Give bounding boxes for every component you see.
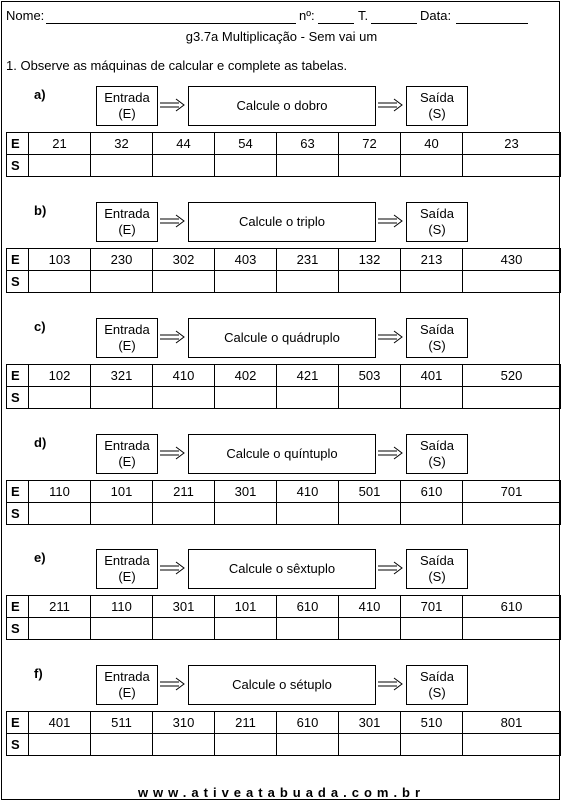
output-row: [7, 618, 561, 640]
input-value-cell: 410: [153, 365, 215, 387]
input-value-cell: 610: [463, 596, 561, 618]
double-arrow-icon: [378, 97, 404, 113]
output-box-label: Saída: [420, 206, 454, 221]
output-box-label: Saída: [420, 90, 454, 105]
input-value-cell: 701: [463, 481, 561, 503]
output-box: [406, 86, 468, 126]
input-value-cell: 610: [277, 712, 339, 734]
input-value-cell: 403: [215, 249, 277, 271]
output-answer-cell[interactable]: [277, 387, 339, 409]
output-answer-cell[interactable]: [91, 155, 153, 177]
machine-section: [2, 318, 561, 436]
input-value-cell: 63: [277, 133, 339, 155]
output-answer-cell[interactable]: [277, 734, 339, 756]
double-arrow-icon: [160, 329, 186, 345]
output-answer-cell[interactable]: [29, 503, 91, 525]
class-blank-line: [371, 23, 417, 24]
output-answer-cell[interactable]: [29, 734, 91, 756]
output-answer-cell[interactable]: [463, 387, 561, 409]
output-answer-cell[interactable]: [91, 271, 153, 293]
input-value-cell: 410: [339, 596, 401, 618]
output-box-symbol: (S): [428, 569, 446, 584]
section-letter: b): [34, 203, 47, 218]
output-answer-cell[interactable]: [29, 155, 91, 177]
input-value-cell: 401: [29, 712, 91, 734]
output-row: [7, 503, 561, 525]
output-answer-cell[interactable]: [339, 271, 401, 293]
output-answer-cell[interactable]: [215, 271, 277, 293]
output-answer-cell[interactable]: [277, 155, 339, 177]
output-box: [406, 318, 468, 358]
input-value-cell: 211: [215, 712, 277, 734]
output-answer-cell[interactable]: [91, 503, 153, 525]
output-box-symbol: (S): [428, 454, 446, 469]
number-label: nº:: [299, 8, 315, 23]
double-arrow-icon: [160, 560, 186, 576]
input-output-table: [6, 595, 561, 640]
input-value-cell: 503: [339, 365, 401, 387]
input-row: [7, 481, 561, 503]
output-answer-cell[interactable]: [463, 271, 561, 293]
instruction-text: 1. Observe as máquinas de calcular e complete as tabelas.: [6, 58, 348, 73]
output-answer-cell[interactable]: [153, 734, 215, 756]
operation-box: Calcule o quíntuplo: [188, 434, 376, 474]
input-value-cell: 21: [29, 133, 91, 155]
input-value-cell: 101: [215, 596, 277, 618]
machine-section: [2, 202, 561, 320]
input-value-cell: 72: [339, 133, 401, 155]
output-answer-cell[interactable]: [463, 734, 561, 756]
input-output-table: [6, 711, 561, 756]
input-output-table: [6, 480, 561, 525]
input-row: [7, 596, 561, 618]
footer-website: www.ativeatabuada.com.br: [137, 785, 426, 800]
double-arrow-icon: [378, 676, 404, 692]
output-answer-cell[interactable]: [339, 503, 401, 525]
output-answer-cell[interactable]: [91, 734, 153, 756]
input-box-symbol: (E): [118, 685, 136, 700]
input-box: [96, 318, 158, 358]
output-box: [406, 549, 468, 589]
output-answer-cell[interactable]: [153, 271, 215, 293]
input-box-label: Entrada: [104, 90, 150, 105]
row-label-s: S: [7, 734, 29, 756]
input-value-cell: 23: [463, 133, 561, 155]
operation-box: Calcule o dobro: [188, 86, 376, 126]
output-row: [7, 387, 561, 409]
input-value-cell: 701: [401, 596, 463, 618]
section-letter: e): [34, 550, 46, 565]
input-value-cell: 231: [277, 249, 339, 271]
output-answer-cell[interactable]: [463, 503, 561, 525]
input-value-cell: 132: [339, 249, 401, 271]
output-box: [406, 434, 468, 474]
input-row: [7, 365, 561, 387]
input-value-cell: 40: [401, 133, 463, 155]
input-value-cell: 401: [401, 365, 463, 387]
double-arrow-icon: [160, 676, 186, 692]
output-answer-cell[interactable]: [339, 618, 401, 640]
output-answer-cell[interactable]: [91, 387, 153, 409]
input-box-symbol: (E): [118, 569, 136, 584]
input-value-cell: 402: [215, 365, 277, 387]
name-blank-line: [46, 23, 296, 24]
section-letter: f): [34, 666, 43, 681]
row-label-e: E: [7, 596, 29, 618]
input-value-cell: 44: [153, 133, 215, 155]
input-value-cell: 610: [401, 481, 463, 503]
output-box-label: Saída: [420, 669, 454, 684]
input-output-table: [6, 248, 561, 293]
double-arrow-icon: [378, 445, 404, 461]
section-letter: c): [34, 319, 46, 334]
output-answer-cell[interactable]: [401, 734, 463, 756]
section-letter: a): [34, 87, 46, 102]
output-answer-cell[interactable]: [463, 618, 561, 640]
row-label-e: E: [7, 712, 29, 734]
output-box-symbol: (S): [428, 106, 446, 121]
output-answer-cell[interactable]: [401, 503, 463, 525]
input-value-cell: 610: [277, 596, 339, 618]
date-blank-line: [456, 23, 528, 24]
input-output-table: [6, 364, 561, 409]
output-row: [7, 155, 561, 177]
input-value-cell: 211: [29, 596, 91, 618]
input-box-symbol: (E): [118, 222, 136, 237]
input-box: [96, 665, 158, 705]
output-row: [7, 734, 561, 756]
input-box-label: Entrada: [104, 438, 150, 453]
row-label-s: S: [7, 503, 29, 525]
operation-box: Calcule o sétuplo: [188, 665, 376, 705]
operation-box: Calcule o sêxtuplo: [188, 549, 376, 589]
output-answer-cell[interactable]: [339, 387, 401, 409]
output-answer-cell[interactable]: [215, 387, 277, 409]
output-answer-cell[interactable]: [215, 503, 277, 525]
operation-box: Calcule o quádruplo: [188, 318, 376, 358]
input-value-cell: 410: [277, 481, 339, 503]
double-arrow-icon: [160, 445, 186, 461]
output-box-label: Saída: [420, 322, 454, 337]
output-answer-cell[interactable]: [401, 271, 463, 293]
input-value-cell: 421: [277, 365, 339, 387]
output-answer-cell[interactable]: [215, 155, 277, 177]
input-box: [96, 202, 158, 242]
output-answer-cell[interactable]: [91, 618, 153, 640]
input-value-cell: 801: [463, 712, 561, 734]
double-arrow-icon: [378, 560, 404, 576]
input-value-cell: 32: [91, 133, 153, 155]
input-value-cell: 501: [339, 481, 401, 503]
input-box-symbol: (E): [118, 338, 136, 353]
input-box-label: Entrada: [104, 206, 150, 221]
output-box-symbol: (S): [428, 338, 446, 353]
input-value-cell: 301: [339, 712, 401, 734]
machine-section: [2, 549, 561, 667]
output-box: [406, 202, 468, 242]
row-label-e: E: [7, 249, 29, 271]
name-label: Nome:: [6, 8, 45, 23]
row-label-s: S: [7, 618, 29, 640]
output-answer-cell[interactable]: [339, 155, 401, 177]
input-row: [7, 133, 561, 155]
output-answer-cell[interactable]: [153, 155, 215, 177]
input-value-cell: 230: [91, 249, 153, 271]
input-output-table: [6, 132, 561, 177]
worksheet-subtitle: g3.7a Multiplicação - Sem vai um: [185, 29, 378, 44]
input-box: [96, 434, 158, 474]
output-box-symbol: (S): [428, 222, 446, 237]
output-answer-cell[interactable]: [153, 387, 215, 409]
output-answer-cell[interactable]: [29, 271, 91, 293]
class-label: T.: [358, 8, 369, 23]
output-answer-cell[interactable]: [215, 734, 277, 756]
output-answer-cell[interactable]: [215, 618, 277, 640]
machine-section: [2, 86, 561, 204]
input-value-cell: 213: [401, 249, 463, 271]
input-value-cell: 520: [463, 365, 561, 387]
input-value-cell: 54: [215, 133, 277, 155]
output-answer-cell[interactable]: [401, 387, 463, 409]
input-value-cell: 302: [153, 249, 215, 271]
output-box-label: Saída: [420, 438, 454, 453]
output-answer-cell[interactable]: [29, 387, 91, 409]
output-answer-cell[interactable]: [401, 618, 463, 640]
input-value-cell: 103: [29, 249, 91, 271]
double-arrow-icon: [160, 213, 186, 229]
input-value-cell: 430: [463, 249, 561, 271]
row-label-e: E: [7, 481, 29, 503]
row-label-e: E: [7, 133, 29, 155]
input-box-label: Entrada: [104, 322, 150, 337]
input-value-cell: 211: [153, 481, 215, 503]
date-label: Data:: [420, 8, 452, 23]
output-answer-cell[interactable]: [277, 618, 339, 640]
output-box: [406, 665, 468, 705]
input-value-cell: 110: [91, 596, 153, 618]
operation-box: Calcule o triplo: [188, 202, 376, 242]
input-value-cell: 102: [29, 365, 91, 387]
input-box: [96, 86, 158, 126]
output-box-symbol: (S): [428, 685, 446, 700]
output-answer-cell[interactable]: [277, 271, 339, 293]
input-value-cell: 310: [153, 712, 215, 734]
input-value-cell: 301: [215, 481, 277, 503]
input-row: [7, 249, 561, 271]
double-arrow-icon: [378, 329, 404, 345]
input-box-symbol: (E): [118, 454, 136, 469]
output-answer-cell[interactable]: [401, 155, 463, 177]
output-box-label: Saída: [420, 553, 454, 568]
machine-section: [2, 665, 561, 783]
output-answer-cell[interactable]: [277, 503, 339, 525]
input-value-cell: 110: [29, 481, 91, 503]
input-box: [96, 549, 158, 589]
input-value-cell: 511: [91, 712, 153, 734]
input-value-cell: 301: [153, 596, 215, 618]
section-letter: d): [34, 435, 47, 450]
input-box-label: Entrada: [104, 669, 150, 684]
output-answer-cell[interactable]: [153, 503, 215, 525]
row-label-s: S: [7, 271, 29, 293]
input-value-cell: 510: [401, 712, 463, 734]
output-row: [7, 271, 561, 293]
output-answer-cell[interactable]: [339, 734, 401, 756]
input-box-symbol: (E): [118, 106, 136, 121]
number-blank-line: [318, 23, 354, 24]
input-box-label: Entrada: [104, 553, 150, 568]
input-row: [7, 712, 561, 734]
worksheet-page: [1, 1, 560, 800]
double-arrow-icon: [378, 213, 404, 229]
input-value-cell: 321: [91, 365, 153, 387]
student-info-header: [6, 8, 558, 26]
output-answer-cell[interactable]: [463, 155, 561, 177]
output-answer-cell[interactable]: [153, 618, 215, 640]
row-label-e: E: [7, 365, 29, 387]
row-label-s: S: [7, 155, 29, 177]
machine-section: [2, 434, 561, 552]
row-label-s: S: [7, 387, 29, 409]
double-arrow-icon: [160, 97, 186, 113]
output-answer-cell[interactable]: [29, 618, 91, 640]
input-value-cell: 101: [91, 481, 153, 503]
